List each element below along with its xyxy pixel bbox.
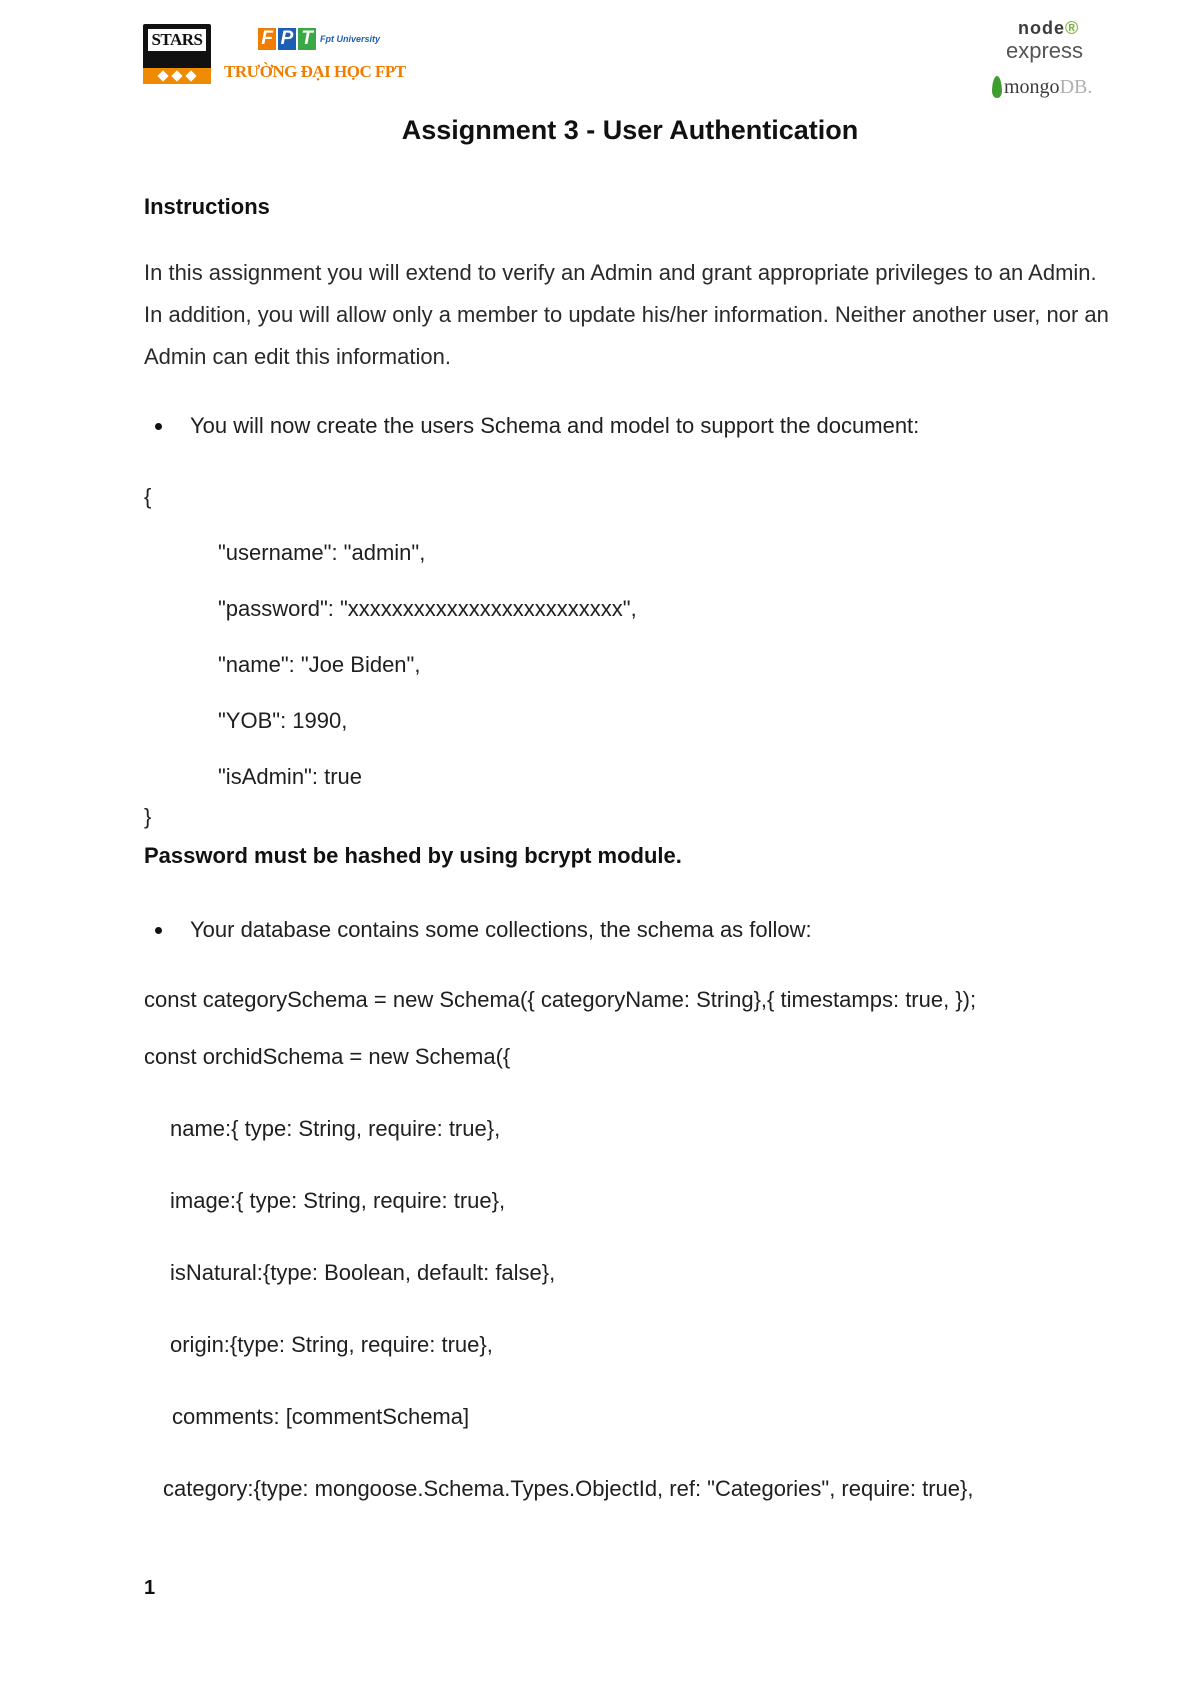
fpt-letters [258, 28, 316, 50]
stars-logo-bar [143, 68, 211, 84]
orchid-field-image: image:{ type: String, require: true}, [170, 1188, 506, 1213]
node-logo: node® [1018, 18, 1080, 38]
page-number: 1 [144, 1577, 156, 1599]
bullet-create-schema: You will now create the users Schema and model to support the document: [190, 413, 920, 438]
json-line-isadmin: "isAdmin": true [218, 764, 362, 789]
orchid-field-origin: origin:{type: String, require: true}, [170, 1332, 493, 1357]
json-line-yob: "YOB": 1990, [218, 708, 348, 733]
mongodb-leaf-icon [992, 76, 1002, 98]
category-schema-line: const categorySchema = new Schema({ categoryName: String},{ timestamps: true, }); [144, 987, 977, 1012]
mongodb-logo: mongoDB. [1004, 76, 1093, 98]
json-line-username: "username": "admin", [218, 540, 426, 565]
stars-logo-text: STARS [147, 28, 207, 52]
instructions-heading: Instructions [144, 194, 270, 219]
page-title: Assignment 3 - User Authentication [401, 115, 859, 145]
orchid-field-category: category:{type: mongoose.Schema.Types.ObjectId, ref: "Categories", require: true}, [163, 1476, 974, 1501]
fpt-letter-p: P [278, 28, 296, 50]
orchid-field-name: name:{ type: String, require: true}, [170, 1116, 501, 1141]
orchid-schema-open: const orchidSchema = new Schema({ [144, 1044, 511, 1069]
mern-stack-logo [988, 18, 1118, 98]
bullet-icon [155, 927, 162, 934]
orchid-field-comments: comments: [commentSchema] [172, 1404, 470, 1429]
intro-paragraph: In this assignment you will extend to verify an Admin and grant appropriate privileges to an Admin. In addition, you will allow only a member to update his/her information. Neither another user, nor an Admin can edit this information. [144, 260, 1109, 369]
orchid-field-isnatural: isNatural:{type: Boolean, default: false}, [170, 1260, 556, 1285]
express-logo: express [1006, 38, 1084, 63]
json-open-brace: { [144, 484, 152, 509]
bullet-database-schema: Your database contains some collections, the schema as follow: [190, 917, 812, 942]
json-line-password: "password": "xxxxxxxxxxxxxxxxxxxxxxxxx", [218, 596, 637, 621]
stars-logo [143, 24, 211, 84]
fpt-university-logo [222, 24, 406, 88]
bcrypt-note: Password must be hashed by using bcrypt module. [144, 843, 682, 868]
fpt-letter-t: T [298, 28, 316, 50]
fpt-tagline: Fpt University [320, 34, 381, 44]
json-close-brace: } [144, 804, 152, 829]
fpt-letter-f: F [258, 28, 276, 50]
json-line-name: "name": "Joe Biden", [218, 652, 421, 677]
bullet-icon [155, 423, 162, 430]
fpt-university-name: TRƯỜNG ĐẠI HỌC FPT [224, 62, 406, 81]
